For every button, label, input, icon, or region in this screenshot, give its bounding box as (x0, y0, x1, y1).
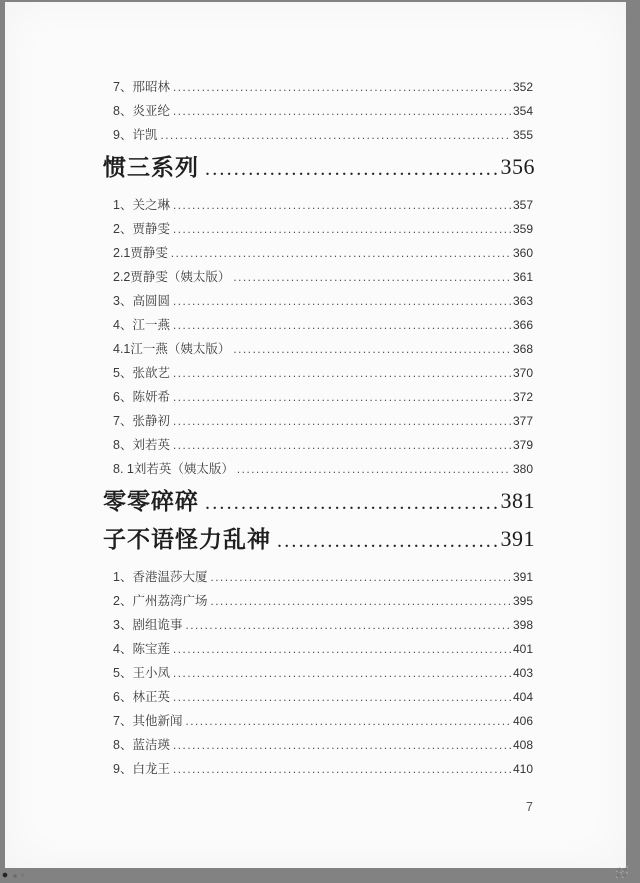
toc-item-page-number: 406 (512, 713, 533, 728)
dot-leader (237, 457, 511, 481)
toc-entry[interactable] (113, 313, 533, 337)
toc-item-label: 7、邢昭林 (113, 79, 170, 94)
toc-item-page-number: 370 (512, 365, 533, 380)
toc-heading[interactable] (103, 521, 535, 557)
toc-item-label: 8、炎亚纶 (113, 103, 170, 118)
toc-entry[interactable] (113, 217, 533, 241)
dot-leader (173, 685, 511, 709)
toc-item-label: 8、刘若英 (113, 437, 170, 452)
toc-item-page-number: 391 (500, 525, 535, 551)
toc-entry[interactable] (113, 409, 533, 433)
toc-entry[interactable] (113, 589, 533, 613)
toc-item-label: 6、林正英 (113, 689, 170, 704)
document-page (5, 2, 626, 868)
toc-entry[interactable] (113, 385, 533, 409)
toc-entry[interactable] (113, 123, 533, 147)
dot-leader (173, 409, 511, 433)
toc-item-label: 8. 1刘若英（姨太版） (113, 461, 234, 476)
toc-item-label: 8、蓝洁瑛 (113, 737, 170, 752)
footer-page-number: 7 (526, 800, 533, 814)
toc-item-label: 6、陈妍希 (113, 389, 170, 404)
dot-leader (233, 337, 511, 361)
toc-item-label: 9、许凯 (113, 127, 158, 142)
scan-artifact-bottom-right (616, 866, 628, 878)
table-of-contents (5, 2, 626, 781)
dot-leader (277, 521, 500, 557)
toc-entry[interactable] (113, 75, 533, 99)
scan-artifact-bottom-left (2, 872, 28, 879)
toc-item-label: 2.2贾静雯（姨太版） (113, 269, 231, 284)
toc-item-page-number: 352 (512, 79, 533, 94)
dot-leader (205, 149, 500, 185)
toc-item-page-number: 360 (512, 245, 533, 260)
toc-entry[interactable] (113, 637, 533, 661)
dot-leader (210, 589, 511, 613)
toc-item-page-number: 354 (512, 103, 533, 118)
toc-entry[interactable] (113, 757, 533, 781)
toc-item-page-number: 368 (512, 341, 533, 356)
toc-item-page-number: 395 (512, 593, 533, 608)
toc-item-label: 2.1贾静雯 (113, 245, 168, 260)
dot-leader (205, 483, 500, 519)
toc-item-page-number: 357 (512, 197, 533, 212)
dot-leader (173, 637, 511, 661)
toc-entry[interactable] (113, 289, 533, 313)
toc-entry[interactable] (113, 685, 533, 709)
toc-entry[interactable] (113, 193, 533, 217)
toc-item-page-number: 363 (512, 293, 533, 308)
toc-entry[interactable] (113, 661, 533, 685)
dot-leader (173, 313, 511, 337)
toc-item-page-number: 391 (512, 569, 533, 584)
toc-item-label: 4.1江一燕（姨太版） (113, 341, 231, 356)
toc-item-page-number: 379 (512, 437, 533, 452)
toc-heading[interactable] (103, 149, 535, 185)
toc-item-label: 4、江一燕 (113, 317, 170, 332)
dot-leader (173, 99, 511, 123)
toc-item-label: 9、白龙王 (113, 761, 170, 776)
dot-leader (210, 565, 511, 589)
toc-item-label: 2、贾静雯 (113, 221, 170, 236)
toc-entry[interactable] (113, 265, 533, 289)
toc-item-page-number: 401 (512, 641, 533, 656)
toc-item-page-number: 408 (512, 737, 533, 752)
toc-item-page-number: 380 (512, 461, 533, 476)
toc-entry[interactable] (113, 613, 533, 637)
dot-leader (185, 709, 511, 733)
toc-item-label: 3、高圆圆 (113, 293, 170, 308)
toc-entry[interactable] (113, 709, 533, 733)
toc-item-page-number: 355 (512, 127, 533, 142)
dot-leader (173, 361, 511, 385)
dot-leader (173, 733, 511, 757)
toc-item-label: 惯三系列 (103, 153, 199, 180)
toc-entry[interactable] (113, 99, 533, 123)
toc-item-label: 1、关之琳 (113, 197, 170, 212)
dot-leader (171, 241, 511, 265)
toc-item-page-number: 381 (500, 487, 535, 513)
toc-item-page-number: 366 (512, 317, 533, 332)
toc-item-label: 7、其他新闻 (113, 713, 183, 728)
toc-item-page-number: 398 (512, 617, 533, 632)
toc-entry[interactable] (113, 241, 533, 265)
toc-item-label: 7、张静初 (113, 413, 170, 428)
dot-leader (173, 757, 511, 781)
dot-leader (160, 123, 511, 147)
toc-item-label: 2、广州荔湾广场 (113, 593, 208, 608)
toc-item-page-number: 404 (512, 689, 533, 704)
toc-item-page-number: 403 (512, 665, 533, 680)
toc-item-label: 5、张歆艺 (113, 365, 170, 380)
toc-item-page-number: 410 (512, 761, 533, 776)
toc-entry[interactable] (113, 337, 533, 361)
toc-item-label: 3、剧组诡事 (113, 617, 183, 632)
toc-item-page-number: 372 (512, 389, 533, 404)
toc-entry[interactable] (113, 733, 533, 757)
dot-leader (173, 193, 511, 217)
toc-heading[interactable] (103, 483, 535, 519)
toc-entry[interactable] (113, 565, 533, 589)
toc-item-label: 4、陈宝莲 (113, 641, 170, 656)
toc-item-page-number: 361 (512, 269, 533, 284)
toc-item-page-number: 377 (512, 413, 533, 428)
toc-entry[interactable] (113, 457, 533, 481)
dot-leader (173, 433, 511, 457)
toc-item-label: 子不语怪力乱神 (103, 525, 271, 552)
toc-entry[interactable] (113, 361, 533, 385)
toc-item-label: 5、王小凤 (113, 665, 170, 680)
toc-item-page-number: 356 (500, 153, 535, 179)
dot-leader (173, 217, 511, 241)
dot-leader (185, 613, 511, 637)
dot-leader (173, 385, 511, 409)
toc-item-label: 零零碎碎 (103, 487, 199, 514)
dot-leader (173, 75, 511, 99)
dot-leader (233, 265, 511, 289)
toc-entry[interactable] (113, 433, 533, 457)
toc-item-label: 1、香港温莎大厦 (113, 569, 208, 584)
toc-item-page-number: 359 (512, 221, 533, 236)
dot-leader (173, 289, 511, 313)
dot-leader (173, 661, 511, 685)
